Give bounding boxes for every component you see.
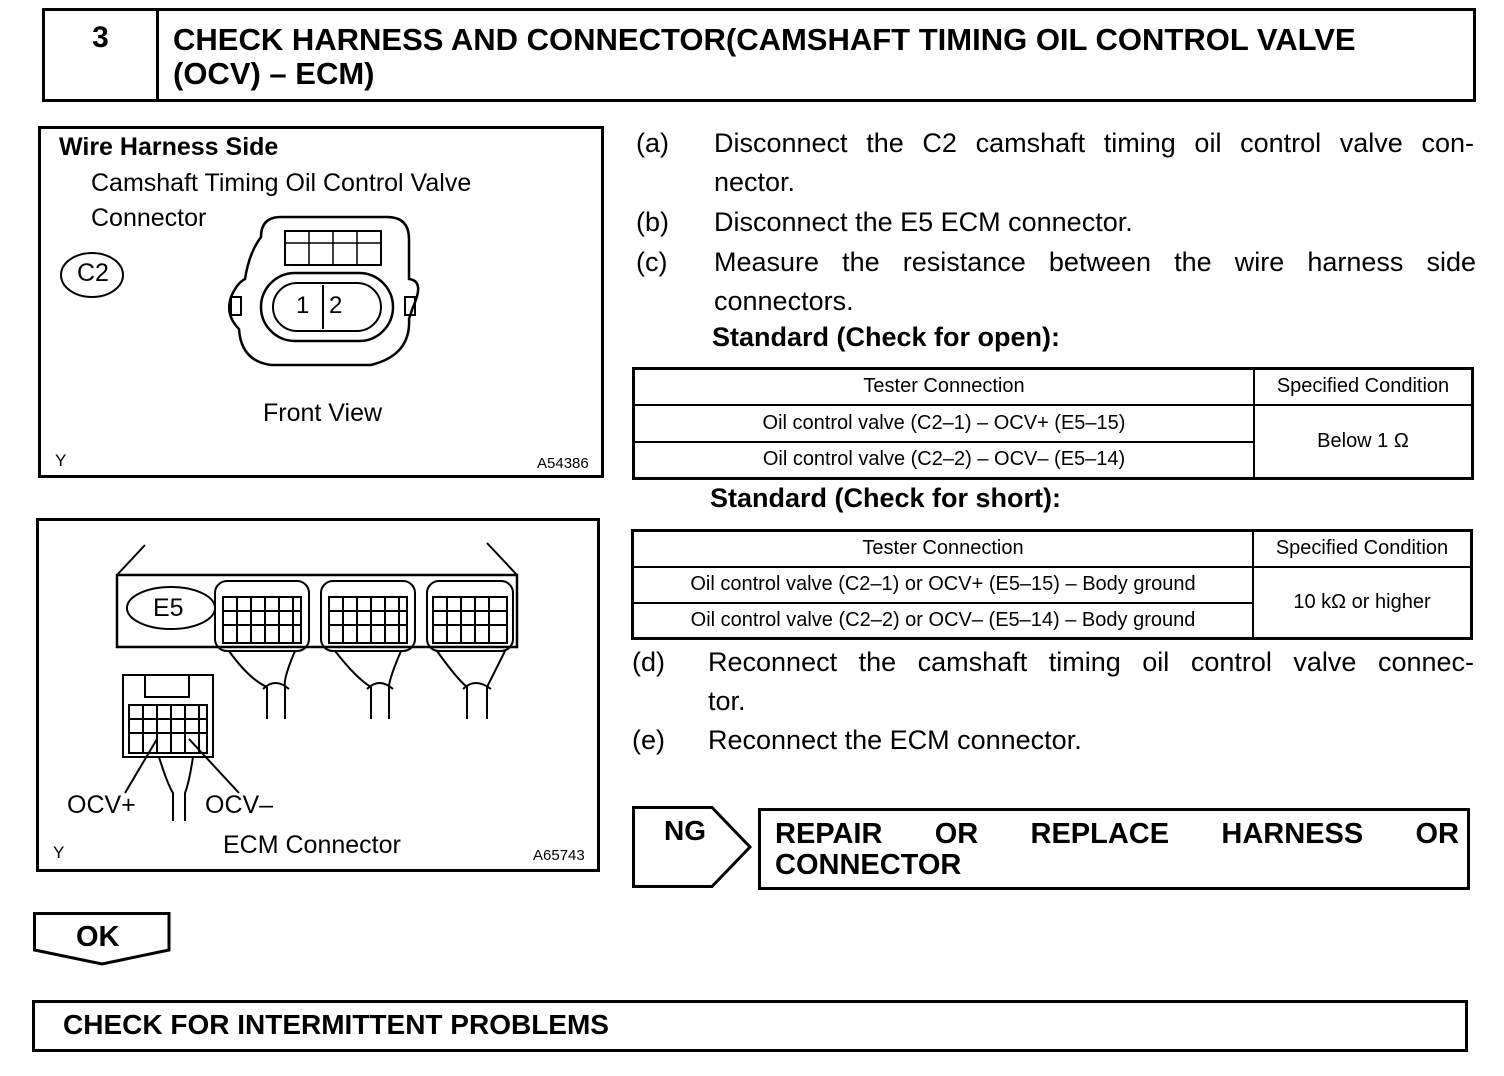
c2-pin-2: 2 [329, 292, 343, 319]
open-header-connection: Tester Connection [634, 369, 1255, 405]
step-a-line2: nector. [714, 167, 796, 197]
standard-short-label: Standard (Check for short): [710, 483, 1062, 513]
short-header-condition: Specified Condition [1253, 531, 1472, 567]
step-a-line1: Disconnect the C2 camshaft timing oil control valve con- [714, 128, 1474, 158]
ok-label: OK [76, 921, 120, 953]
standard-open-table [632, 367, 1474, 480]
ecm-socket-1 [215, 581, 309, 651]
step-e-letter: (e) [632, 725, 665, 755]
step-title [173, 23, 1463, 91]
ecm-connector-caption: ECM Connector [223, 831, 401, 859]
c2-tag-label: C2 [77, 259, 109, 287]
short-condition-value: 10 kΩ or higher [1253, 567, 1472, 639]
step-title-line1: CHECK HARNESS AND CONNECTOR(CAMSHAFT TIMING OIL CONTROL VALVE [173, 22, 1356, 57]
open-condition-value: Below 1 Ω [1254, 405, 1473, 479]
step-d-letter: (d) [632, 647, 665, 677]
step-d-line2: tor. [708, 686, 746, 716]
figure1-subtitle-line1: Camshaft Timing Oil Control Valve [91, 169, 472, 197]
short-header-connection: Tester Connection [633, 531, 1254, 567]
open-row1-connection: Oil control valve (C2–1) – OCV+ (E5–15) [634, 405, 1255, 442]
step-a-letter: (a) [636, 128, 669, 158]
figure-c2-connector [38, 126, 604, 478]
standard-short-table [631, 529, 1473, 640]
ecm-wire-bundles [229, 651, 505, 719]
short-row2-connection: Oil control valve (C2–2) or OCV– (E5–14) – Body ground [633, 603, 1254, 639]
step-c-letter: (c) [636, 247, 668, 277]
step-d-line1: Reconnect the camshaft timing oil control valve connec- [708, 647, 1474, 677]
step-e-text: Reconnect the ECM connector. [708, 725, 1082, 755]
step-b-letter: (b) [636, 207, 669, 237]
figure-ecm-connector [36, 518, 600, 872]
step-header [42, 8, 1476, 102]
figure1-heading: Wire Harness Side [59, 133, 279, 161]
c2-pin-1: 1 [296, 292, 310, 319]
figure2-code: A65743 [533, 847, 585, 864]
e5-tag-label: E5 [153, 594, 184, 622]
step-c-line1: Measure the resistance between the wire harness side [714, 247, 1476, 277]
final-step-text: CHECK FOR INTERMITTENT PROBLEMS [63, 1009, 609, 1040]
figure1-view-label: Front View [263, 399, 383, 427]
figure1-code: A54386 [537, 455, 589, 472]
standard-open-label: Standard (Check for open): [712, 322, 1061, 352]
step-title-line2: (OCV) – ECM) [173, 56, 375, 91]
final-step-box [32, 1000, 1468, 1052]
ng-result-line2: CONNECTOR [775, 849, 962, 881]
ng-label: NG [664, 815, 706, 846]
figure2-corner-mark: Y [53, 843, 65, 862]
ecm-socket-2 [321, 581, 415, 651]
figure1-subtitle-line2: Connector [91, 204, 207, 232]
ecm-socket-3 [427, 581, 513, 651]
figure1-corner-mark: Y [55, 451, 67, 470]
step-b-text: Disconnect the E5 ECM connector. [714, 207, 1133, 237]
step-c-line2: connectors. [714, 286, 854, 316]
ng-result-line1: REPAIR OR REPLACE HARNESS OR [775, 818, 1459, 850]
step-number: 3 [45, 11, 159, 99]
c2-pin-housing [273, 283, 381, 331]
short-row1-connection: Oil control valve (C2–1) or OCV+ (E5–15) – Body ground [633, 567, 1254, 603]
open-header-condition: Specified Condition [1254, 369, 1473, 405]
open-row2-connection: Oil control valve (C2–2) – OCV– (E5–14) [634, 442, 1255, 479]
ng-result-box [758, 808, 1470, 890]
ocv-minus-label: OCV– [205, 791, 274, 819]
ocv-plus-label: OCV+ [67, 791, 136, 819]
